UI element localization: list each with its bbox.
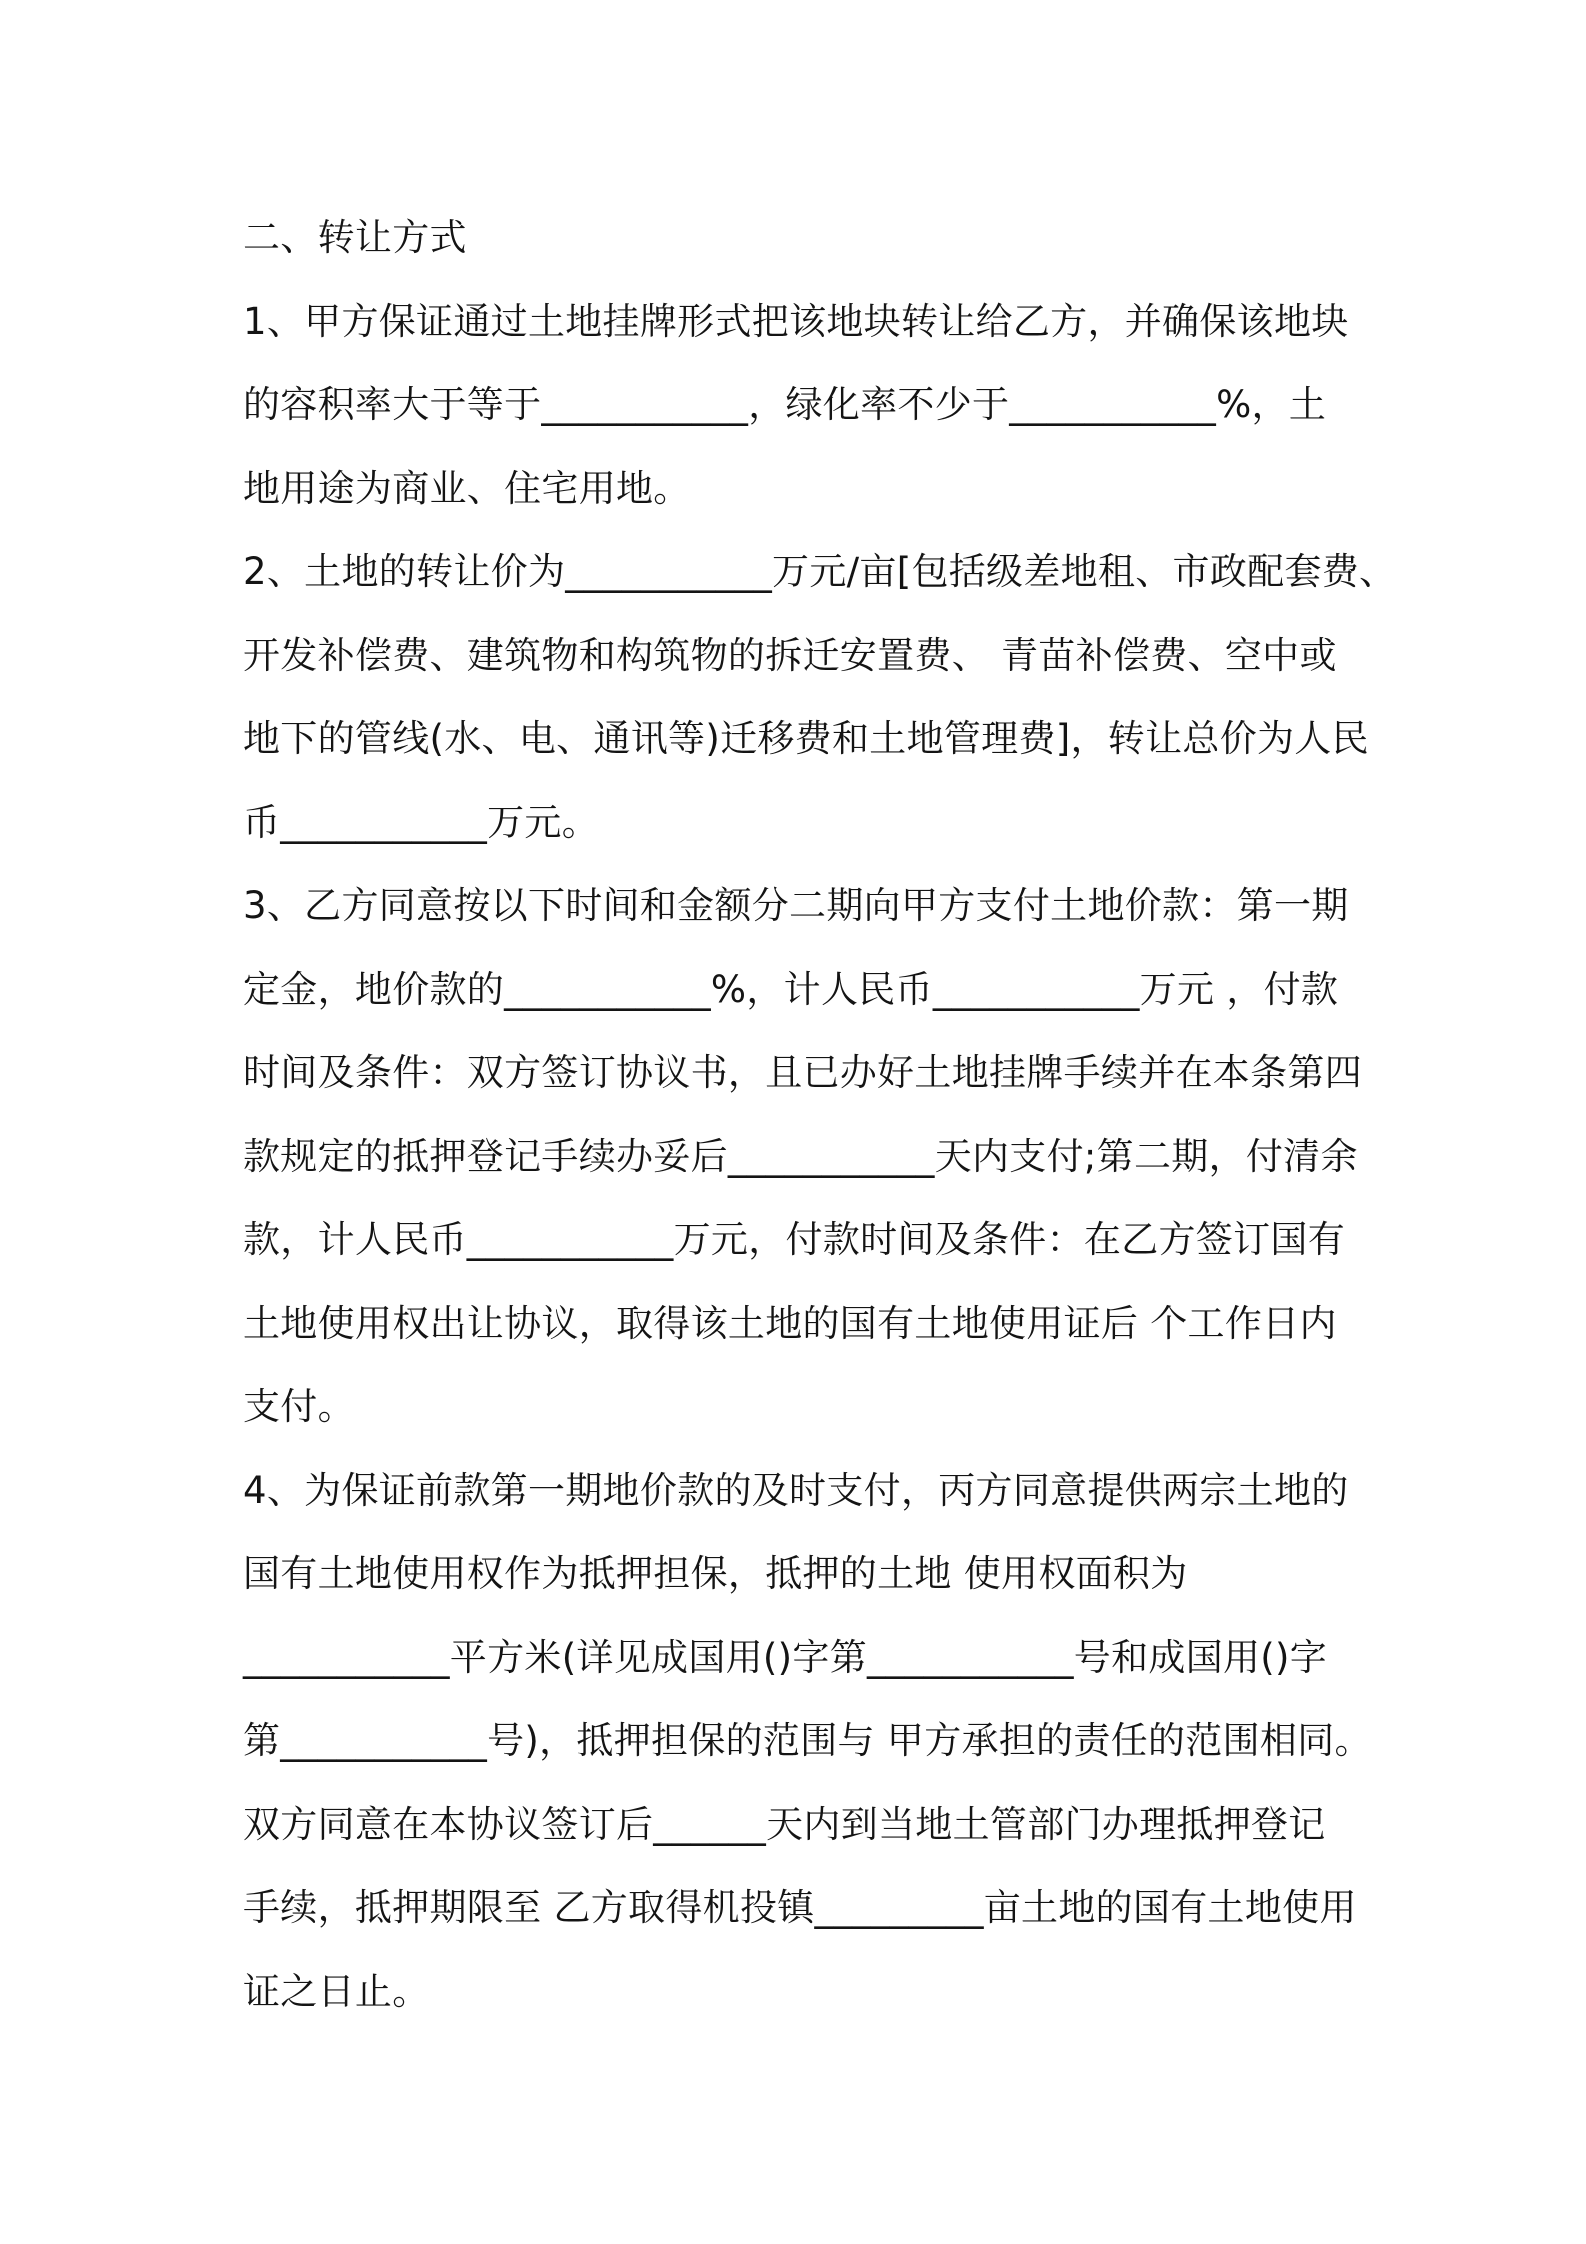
clause-4-line-7: 证之日止。 <box>243 1969 430 2013</box>
clause-2-line-2: 开发补偿费、建筑物和构筑物的拆迁安置费、 青苗补偿费、空中或 <box>243 633 1337 677</box>
clause-3-line-7: 支付。 <box>243 1385 355 1428</box>
clause-4-line-2: 国有土地使用权作为抵押担保，抵押的土地 使用权面积为 <box>243 1552 1188 1595</box>
clause-4-line-6: 手续，抵押期限至 乙方取得机投镇_________亩土地的国有土地使用 <box>243 1886 1357 1929</box>
clause-4-line-3: ___________平方米(详见成国用()字第___________号和成国用()字 <box>243 1635 1328 1679</box>
clause-3-line-2: 定金，地价款的___________%，计人民币___________万元 ，付款 <box>243 967 1339 1011</box>
clause-2-line-3: 地下的管线(水、电、通讯等)迁移费和土地管理费]，转让总价为人民 <box>243 717 1369 760</box>
clause-1-line-2: 的容积率大于等于___________，绿化率不少于___________%，土 <box>243 383 1327 426</box>
document-body <box>243 196 1397 2033</box>
clause-3-line-6: 土地使用权出让协议，取得该土地的国有土地使用证后 个工作日内 <box>243 1301 1337 1345</box>
clause-1-line-1: 1、甲方保证通过土地挂牌形式把该地块转让给乙方，并确保该地块 <box>243 299 1349 343</box>
clause-2-line-1: 2、土地的转让价为___________万元/亩[包括级差地租、市政配套费、 <box>243 550 1397 593</box>
clause-3-line-3: 时间及条件：双方签订协议书，且已办好土地挂牌手续并在本条第四 <box>243 1051 1362 1094</box>
clause-3-line-1: 3、乙方同意按以下时间和金额分二期向甲方支付土地价款：第一期 <box>243 884 1349 927</box>
clause-3-line-5: 款，计人民币___________万元，付款时间及条件：在乙方签订国有 <box>243 1218 1345 1261</box>
clause-3-line-4: 款规定的抵押登记手续办妥后___________天内支付;第二期，付清余 <box>243 1134 1358 1178</box>
clause-2-line-4: 币___________万元。 <box>243 800 599 844</box>
clause-1-line-3: 地用途为商业、住宅用地。 <box>243 466 691 510</box>
clause-4-line-4: 第___________号)，抵押担保的范围与 甲方承担的责任的范围相同。 <box>243 1719 1372 1762</box>
section-heading: 二、转让方式 <box>243 216 467 259</box>
clause-4-line-1: 4、为保证前款第一期地价款的及时支付，丙方同意提供两宗土地的 <box>243 1468 1349 1512</box>
clause-4-line-5: 双方同意在本协议签订后______天内到当地土管部门办理抵押登记 <box>243 1802 1326 1846</box>
